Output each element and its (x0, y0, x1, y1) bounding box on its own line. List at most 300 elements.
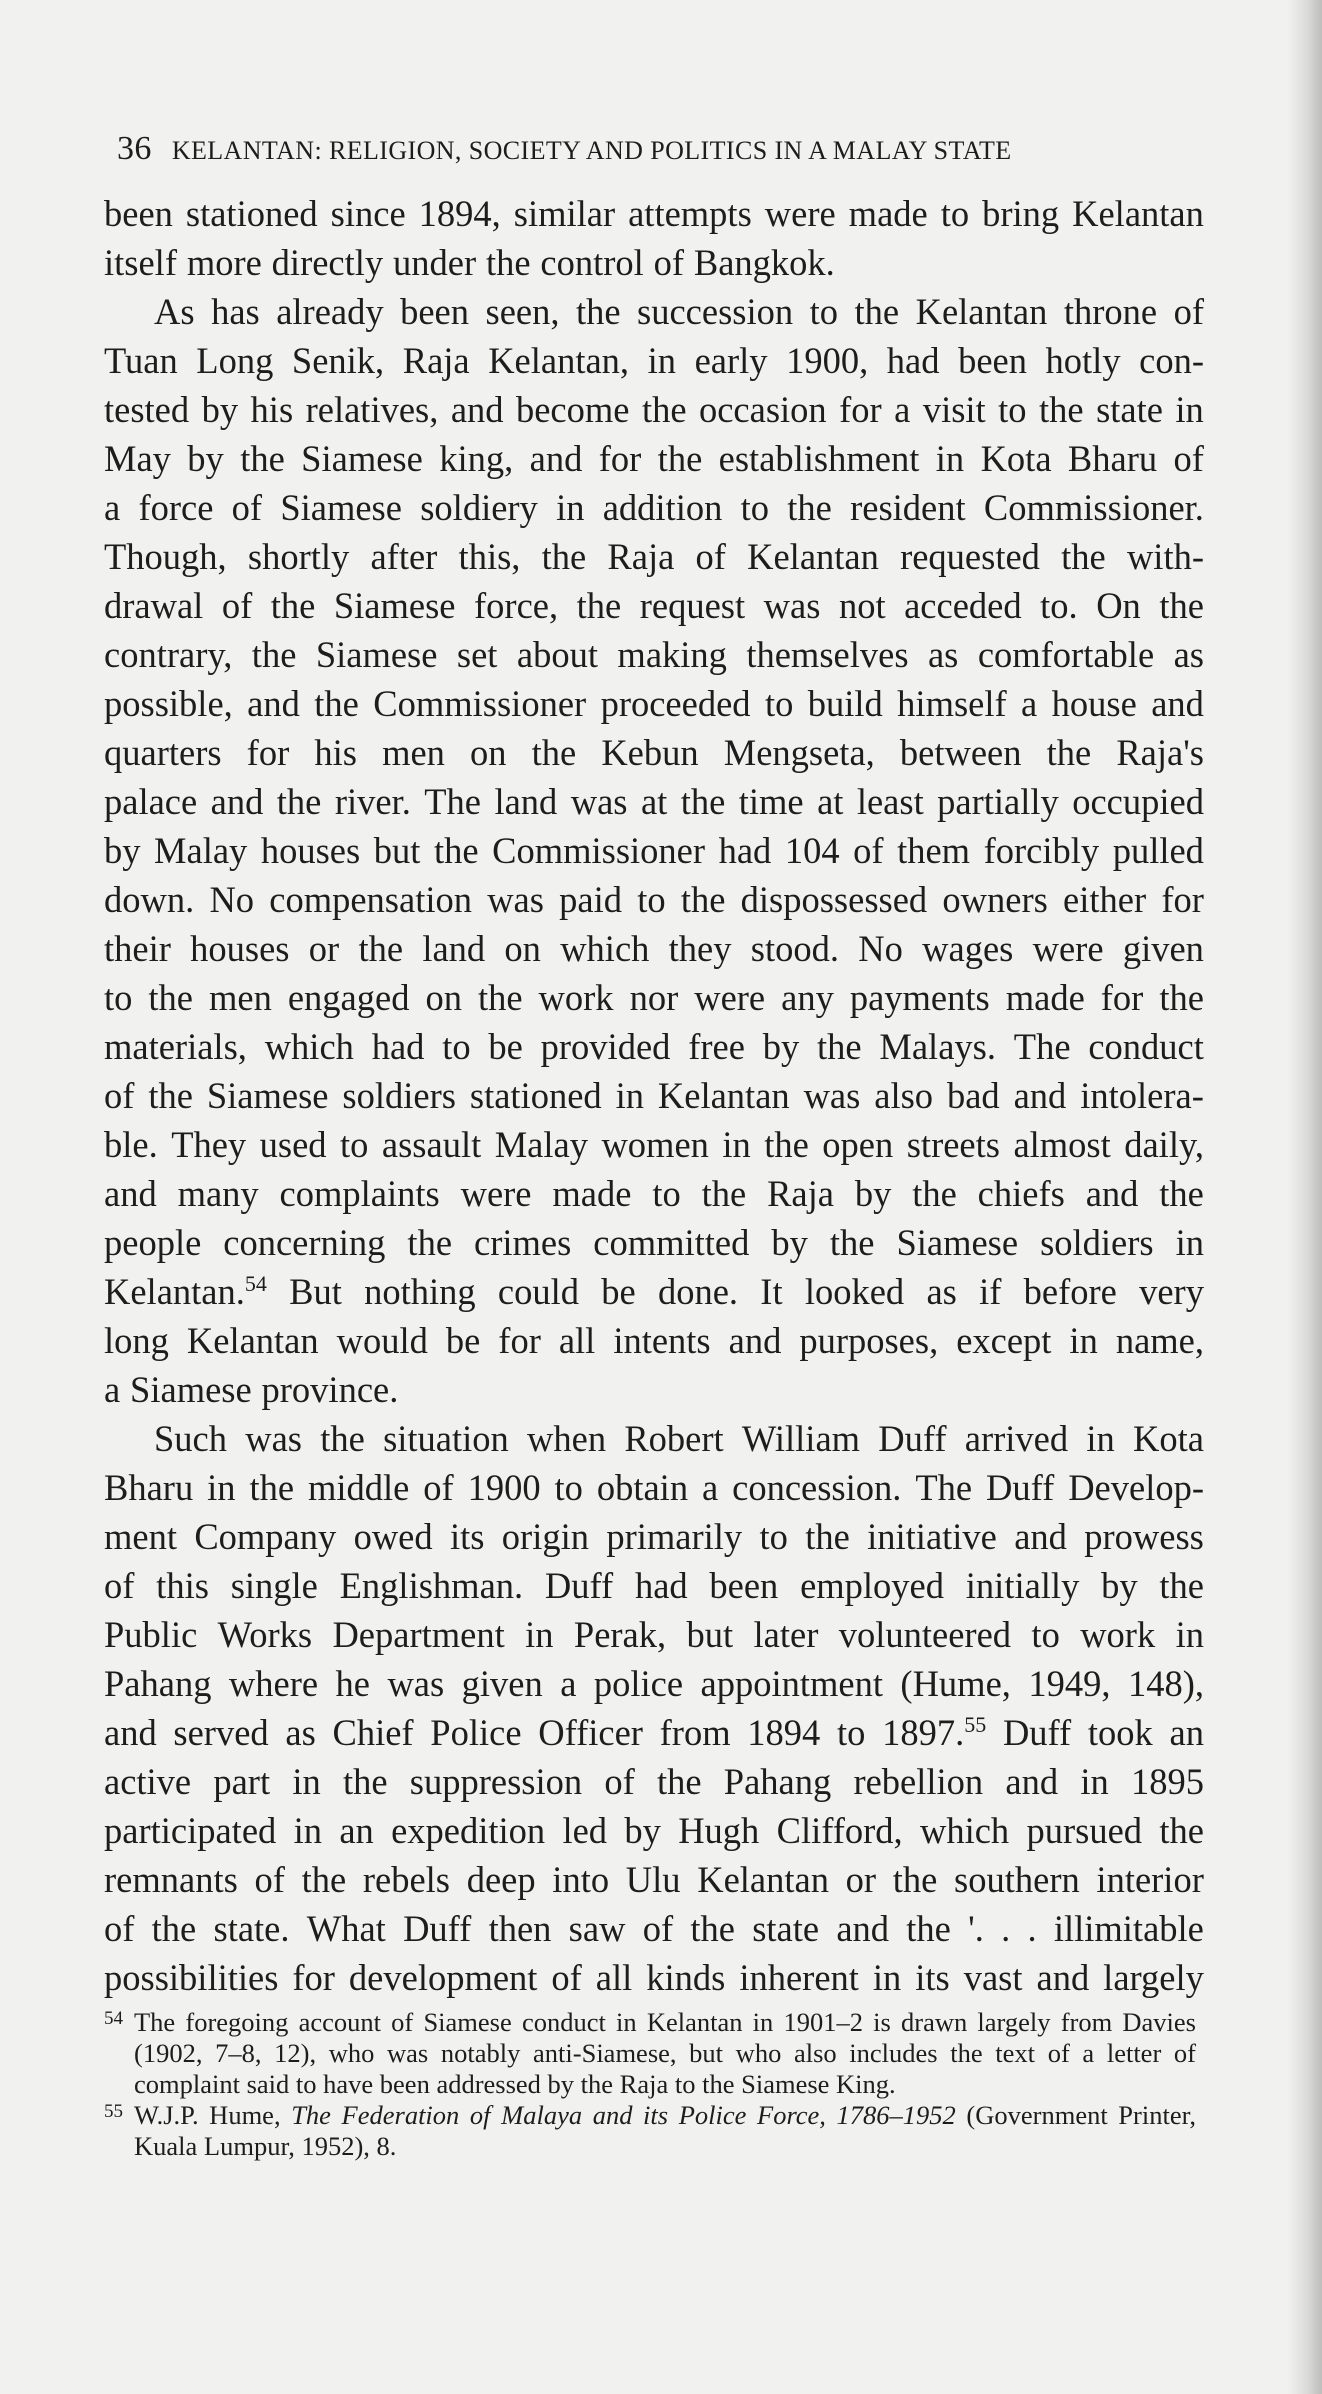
word: tested (104, 389, 190, 430)
word: possible, (104, 683, 233, 724)
word: of (104, 1075, 135, 1116)
word: since (330, 193, 406, 234)
word: and (1005, 1761, 1059, 1802)
word: the (575, 291, 621, 332)
word: Raja's (1116, 732, 1204, 773)
word: for (598, 438, 642, 479)
word: the (301, 1859, 347, 1900)
word: and (1085, 1173, 1139, 1214)
word: nothing (364, 1271, 476, 1312)
word: to (1031, 1614, 1060, 1655)
word: and (1151, 683, 1204, 724)
word: contrary, (104, 634, 233, 675)
word: as (927, 634, 959, 675)
word: pulled (1112, 830, 1204, 871)
word: land (422, 928, 486, 969)
word: Company (194, 1516, 337, 1557)
word: rebellion (853, 1761, 984, 1802)
text-line (104, 1855, 1204, 1904)
word: stationed (185, 193, 318, 234)
footnote-publication: (Government Printer, Kuala Lumpur, 1952), 8. (134, 2100, 1196, 2161)
word: Siamese (130, 1369, 252, 1410)
word: state (752, 1908, 820, 1949)
word: to (340, 1124, 369, 1165)
word: intents (613, 1320, 711, 1361)
word: for (498, 1320, 541, 1361)
word: appointment (700, 1663, 883, 1704)
word: which (560, 928, 650, 969)
word: all (595, 1957, 633, 1998)
word: in (1086, 1418, 1115, 1459)
word: They (171, 1124, 247, 1165)
word: interior (1096, 1859, 1204, 1900)
word: when (527, 1418, 607, 1459)
word: in (556, 487, 585, 528)
word: to (764, 683, 794, 724)
footnote-mark: 55 (104, 2101, 123, 2122)
word: con- (1139, 340, 1204, 381)
word: which (919, 1810, 1010, 1851)
text-line (104, 1561, 1204, 1610)
word: soldiery (420, 487, 538, 528)
word: making (617, 634, 727, 675)
word: Chief (332, 1712, 414, 1753)
word: Duff (403, 1908, 472, 1949)
word: the (680, 879, 726, 920)
word: has (211, 291, 260, 332)
word: complaints (279, 1173, 440, 1214)
word: in (1175, 1222, 1204, 1263)
word: Kota (980, 438, 1052, 479)
word: by (201, 389, 239, 430)
word: nor (629, 977, 679, 1018)
word: Raja (607, 536, 675, 577)
word: Bharu (1067, 438, 1158, 479)
text-line (104, 434, 1204, 483)
word: and (1036, 1957, 1090, 1998)
word: open (822, 1124, 894, 1165)
word: vast (963, 1957, 1023, 1998)
word: Mengseta, (723, 732, 875, 773)
word: Siamese (206, 1075, 329, 1116)
word: free (688, 1026, 745, 1067)
word: a (1021, 683, 1038, 724)
word: of (853, 830, 884, 871)
word: the (240, 438, 285, 479)
word: state. (213, 1908, 290, 1949)
word: '. (968, 1908, 984, 1949)
text-line (104, 1218, 1204, 1267)
word: Malay (154, 830, 248, 871)
page-edge-shadow (1288, 0, 1322, 2394)
word: assault (381, 1124, 482, 1165)
word: the (701, 1173, 747, 1214)
word: request (639, 585, 746, 626)
word: occasion (698, 389, 827, 430)
word: 148), (1127, 1663, 1204, 1704)
word: as (1173, 634, 1204, 675)
word: initiative (867, 1516, 997, 1557)
word: had (371, 1026, 425, 1067)
word: Kelantan.$^{54}$ (104, 1270, 267, 1312)
word: they (668, 928, 732, 969)
text-line (104, 1071, 1204, 1120)
word: as (926, 1271, 957, 1312)
word: except (956, 1320, 1052, 1361)
text-line (104, 1414, 1204, 1463)
word: owed (353, 1516, 433, 1557)
word: on (425, 977, 462, 1018)
word: Kelantan (657, 1075, 790, 1116)
text-line (104, 728, 1204, 777)
word: . (1001, 1908, 1011, 1949)
word: soldiers (342, 1075, 456, 1116)
word: soldiers (1040, 1222, 1154, 1263)
word: Siamese (280, 487, 402, 528)
word: Public (104, 1614, 198, 1655)
word: as (285, 1712, 316, 1753)
word: seen, (485, 291, 560, 332)
word: the (270, 585, 316, 626)
word: made (552, 1173, 632, 1214)
word: The (424, 781, 482, 822)
text-line (104, 1120, 1204, 1169)
word: paid (559, 879, 622, 920)
text-line (104, 1610, 1204, 1659)
footnote-mark: 54 (104, 2008, 123, 2029)
word: Commissioner (492, 830, 706, 871)
word: single (230, 1565, 318, 1606)
word: but (686, 1614, 734, 1655)
word: Duff (544, 1565, 614, 1606)
word: the (320, 1418, 365, 1459)
word: he (335, 1663, 370, 1704)
word: 1897.55 (882, 1711, 987, 1753)
word: the (656, 1761, 702, 1802)
word: his (314, 732, 357, 773)
word: done. (657, 1271, 739, 1312)
word: obtain (596, 1467, 689, 1508)
word: led (562, 1810, 608, 1851)
word: between (899, 732, 1022, 773)
word: pursued (1026, 1810, 1143, 1851)
word: Kebun (601, 732, 699, 773)
word: wages (922, 928, 1014, 969)
word: Siamese (333, 585, 456, 626)
word: and (210, 781, 264, 822)
word: succession (637, 291, 794, 332)
word: 104 (784, 830, 840, 871)
word: Robert (624, 1418, 724, 1459)
word: largely (1103, 1957, 1204, 1998)
word: the (485, 242, 531, 283)
word: men (209, 977, 272, 1018)
word: visit (922, 389, 986, 430)
word: Englishman. (339, 1565, 524, 1606)
text-line (104, 1904, 1204, 1953)
word: the (690, 1908, 735, 1949)
word: of (1173, 291, 1204, 332)
word: active (104, 1761, 192, 1802)
word: and (728, 1320, 782, 1361)
footnote-reference: 55 (964, 1711, 987, 1737)
word: houses (260, 830, 361, 871)
word: Kelantan, (488, 340, 630, 381)
word: the (1159, 1173, 1204, 1214)
word: southern (954, 1859, 1080, 1900)
word: possibilities (104, 1957, 279, 1998)
word: in (722, 1124, 751, 1165)
text-line (104, 385, 1204, 434)
word: payments (849, 977, 990, 1018)
word: saw (568, 1908, 626, 1949)
word: On (1096, 585, 1141, 626)
word: for (292, 1957, 335, 1998)
word: . (1027, 1908, 1037, 1949)
word: bring (982, 193, 1060, 234)
word: in (647, 340, 677, 381)
word: Kota (1133, 1418, 1204, 1459)
word: was (245, 1418, 302, 1459)
word: houses (190, 928, 290, 969)
word: Kelantan (186, 1320, 319, 1361)
word: be (488, 1026, 523, 1067)
text-line (104, 679, 1204, 728)
word: later (753, 1614, 819, 1655)
word: intolera- (1080, 1075, 1204, 1116)
text-line (104, 336, 1204, 385)
word: on (504, 928, 541, 969)
word: the (1159, 977, 1204, 1018)
word: occupied (1072, 781, 1204, 822)
word: Clifford, (776, 1810, 903, 1851)
word: Malays. (879, 1026, 996, 1067)
word: or (845, 1859, 877, 1900)
word: Duff (878, 1418, 947, 1459)
footnote-title: The Federation of Malaya and its Police Force, 1786–1952 (291, 2100, 956, 2130)
word: Perak, (573, 1614, 667, 1655)
word: of (423, 1467, 454, 1508)
word: looked (804, 1271, 905, 1312)
word: been (104, 193, 173, 234)
word: the (680, 781, 726, 822)
word: was (487, 879, 544, 920)
word: this, (458, 536, 521, 577)
word: Hugh (678, 1810, 760, 1851)
word: attempts (628, 193, 752, 234)
word: bad (946, 1075, 1000, 1116)
word: a (894, 389, 911, 430)
word: in (293, 1810, 322, 1851)
word: and (1014, 1516, 1067, 1557)
word: was (803, 1075, 861, 1116)
word: of (104, 1908, 135, 1949)
word: an (339, 1810, 374, 1851)
word: 1900 (467, 1467, 541, 1508)
word: for (246, 732, 290, 773)
word: Siamese (315, 634, 438, 675)
word: volunteered (838, 1614, 1012, 1655)
word: been (958, 340, 1027, 381)
word: 1949, (1028, 1663, 1111, 1704)
word: Siamese (896, 1222, 1019, 1263)
footnote-reference: 54 (244, 1270, 267, 1296)
word: Pahang (104, 1663, 212, 1704)
word: of (653, 242, 685, 283)
word: Senik, (291, 340, 385, 381)
word: Ulu (625, 1859, 681, 1900)
word: an (1169, 1712, 1204, 1753)
word: into (552, 1859, 610, 1900)
word: shortly (247, 536, 350, 577)
word: kinds (646, 1957, 726, 1998)
word: for (1100, 977, 1144, 1018)
word: at (817, 781, 844, 822)
word: conduct (1088, 1026, 1204, 1067)
word: or (308, 928, 340, 969)
word: to (809, 291, 839, 332)
word: by (762, 1026, 800, 1067)
word: in (615, 1075, 644, 1116)
word: women (601, 1124, 709, 1165)
word: in (1175, 1614, 1204, 1655)
word: Raja (402, 340, 470, 381)
word: all (558, 1320, 596, 1361)
word: at (640, 781, 668, 822)
text-line (104, 287, 1204, 336)
text-line (104, 532, 1204, 581)
text-line (104, 1169, 1204, 1218)
word: also (874, 1075, 934, 1116)
word: the (641, 389, 687, 430)
word: the (1061, 536, 1106, 577)
word: suppression (409, 1761, 583, 1802)
word: drawal (104, 585, 204, 626)
text-line (104, 1708, 1204, 1757)
text-line (104, 1463, 1204, 1512)
word: its (915, 1957, 950, 1998)
word: a (104, 487, 121, 528)
word: It (760, 1271, 783, 1312)
word: where (228, 1663, 319, 1704)
word: throne (1063, 291, 1158, 332)
word: part (213, 1761, 271, 1802)
word: was (570, 781, 628, 822)
word: which (264, 1026, 354, 1067)
word: long (104, 1320, 169, 1361)
word: the (148, 1075, 193, 1116)
word: streets (906, 1124, 1000, 1165)
word: committed (593, 1222, 750, 1263)
word: be (601, 1271, 636, 1312)
word: concerning (223, 1222, 386, 1263)
word: in (872, 1957, 902, 1998)
word: Department (332, 1614, 505, 1655)
word: similar (513, 193, 616, 234)
word: origin (501, 1516, 589, 1557)
word: could (497, 1271, 580, 1312)
word: down. (104, 879, 195, 920)
word: Duff (986, 1467, 1055, 1508)
word: the (854, 291, 900, 332)
word: work (538, 977, 614, 1018)
word: force, (474, 585, 559, 626)
word: least (856, 781, 924, 822)
word: middle (307, 1467, 410, 1508)
word: Police (430, 1712, 522, 1753)
word: compensation (269, 879, 472, 920)
word: The (915, 1467, 973, 1508)
word: resident (850, 487, 966, 528)
word: by (624, 1810, 661, 1851)
word: Commissioner (373, 683, 587, 724)
word: in (935, 438, 965, 479)
footnote-55 (104, 2100, 1196, 2162)
text-line (104, 189, 1204, 238)
word: by (187, 438, 224, 479)
word: and (104, 1173, 157, 1214)
word: the (829, 1222, 875, 1263)
word: name, (1115, 1320, 1204, 1361)
word: was (387, 1663, 445, 1704)
word: not (838, 585, 886, 626)
word: the (1159, 1565, 1204, 1606)
word: but (373, 830, 421, 871)
word: river. (334, 781, 411, 822)
word: the (433, 830, 479, 871)
word: took (1087, 1712, 1153, 1753)
word: the (906, 1908, 951, 1949)
word: the (249, 1467, 295, 1508)
word: before (1023, 1271, 1117, 1312)
word: establishment (718, 438, 920, 479)
word: prowess (1084, 1516, 1204, 1557)
word: No (209, 879, 255, 920)
word: had (634, 1565, 688, 1606)
word: to (740, 487, 769, 528)
word: initially (965, 1565, 1080, 1606)
word: No (858, 928, 903, 969)
word: quarters (104, 732, 222, 773)
word: of (254, 1859, 285, 1900)
word: state (1096, 389, 1163, 430)
word: concession. (732, 1467, 902, 1508)
word: and (247, 683, 300, 724)
word: relatives, (305, 389, 439, 430)
word: Tuan (104, 340, 178, 381)
text-line (104, 1316, 1204, 1365)
word: his (250, 389, 294, 430)
word: Bharu (104, 1467, 194, 1508)
word: itself (104, 242, 177, 283)
word: almost (1013, 1124, 1111, 1165)
word: Such (154, 1418, 227, 1459)
word: arrived (964, 1418, 1069, 1459)
word: of (551, 1957, 582, 1998)
word: of (221, 585, 253, 626)
word: very (1139, 1271, 1204, 1312)
word: 1894, (418, 193, 501, 234)
text-line (104, 826, 1204, 875)
word: Kelantan (697, 1859, 829, 1900)
word: work (1080, 1614, 1156, 1655)
word: with- (1126, 536, 1204, 577)
word: the (787, 487, 832, 528)
word: and (450, 389, 504, 430)
word: a (560, 1663, 577, 1704)
word: illimitable (1053, 1908, 1204, 1949)
word: would (336, 1320, 428, 1361)
